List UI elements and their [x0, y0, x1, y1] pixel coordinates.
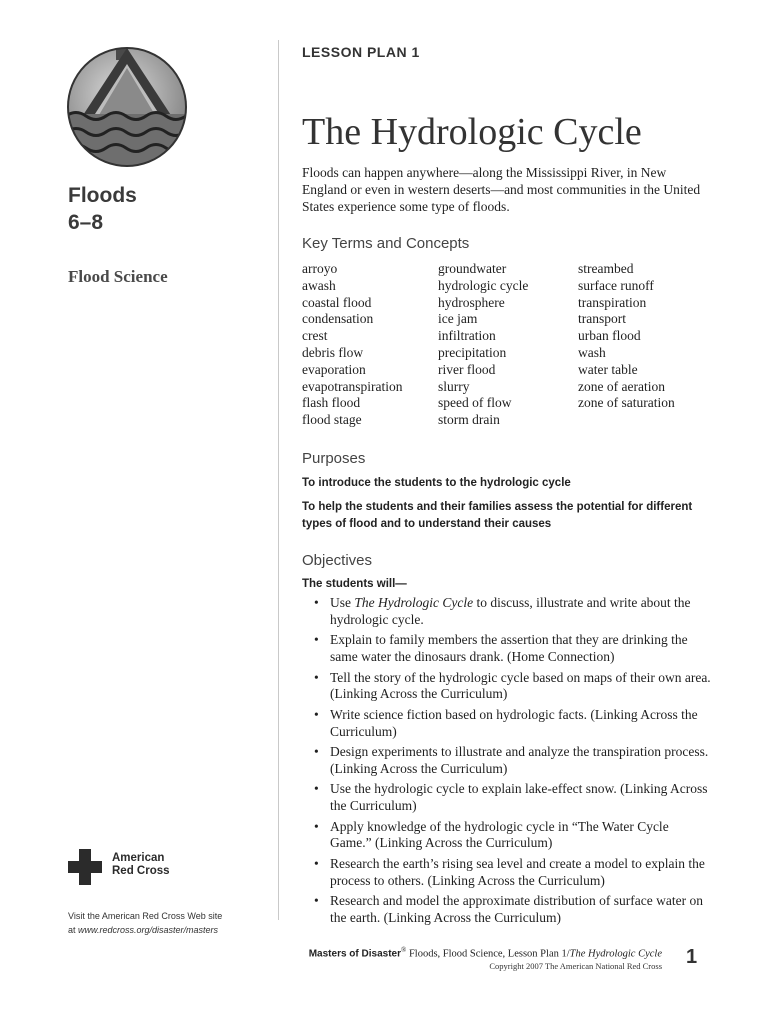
unit-title: Flood Science — [68, 267, 168, 286]
objective-item — [302, 744, 712, 778]
key-term: wash — [578, 344, 606, 360]
objectives-list — [302, 595, 712, 931]
website-note-line-2 — [68, 923, 222, 937]
purpose-item: To introduce the students to the hydrologic cycle — [302, 477, 571, 489]
website-at: at — [68, 925, 79, 935]
key-terms-heading: Key Terms and Concepts — [302, 235, 470, 252]
website-url-link[interactable]: www.redcross.org/disaster/masters — [78, 925, 219, 935]
objective-item — [302, 819, 712, 853]
key-term: urban flood — [578, 328, 641, 344]
objective-text: Explain to family members the assertion that they are drinking the same water the dinosaurs drank. (Home Connection) — [330, 632, 688, 665]
key-term: flood stage — [302, 412, 362, 428]
column-divider — [278, 40, 279, 920]
objectives-heading: Objectives — [302, 552, 373, 569]
key-term: debris flow — [302, 344, 364, 360]
bullet: • — [314, 855, 319, 871]
page-footer — [300, 946, 662, 971]
objectives-lead: The students will— — [302, 578, 407, 590]
objective-text: Write science fiction based on hydrologic facts. (Linking Across the Curriculum) — [330, 706, 698, 739]
objective-text: Use the hydrologic cycle to explain lake-effect snow. (Linking Across the Curriculum) — [330, 781, 708, 814]
key-term: arroyo — [302, 261, 338, 276]
bullet: • — [314, 893, 319, 909]
objective-item — [302, 893, 712, 927]
bullet: • — [314, 818, 319, 834]
footer-series: Floods, Flood Science, Lesson Plan 1/ — [406, 948, 570, 960]
objective-text: Research the earth’s rising sea level and create a model to explain the process to others. (Linking Across the Curriculum) — [330, 855, 705, 888]
logo-line-2: Red Cross — [112, 865, 170, 877]
key-terms-grid — [302, 261, 722, 429]
key-terms-column-3 — [578, 261, 718, 429]
objective-item — [302, 781, 712, 815]
key-term: river flood — [438, 361, 496, 377]
key-term: streambed — [578, 261, 634, 276]
page-title: The Hydrologic Cycle — [302, 111, 642, 153]
footer-copyright: Copyright 2007 The American National Red Cross — [489, 960, 662, 971]
objective-item — [302, 595, 712, 629]
key-term: ice jam — [438, 311, 478, 327]
bullet: • — [314, 781, 319, 797]
key-term: speed of flow — [438, 395, 512, 411]
footer-reg-mark: ® — [400, 946, 407, 954]
key-term: precipitation — [438, 344, 507, 360]
objective-text-post: to discuss, illustrate and write about the hydrologic cycle. — [330, 595, 691, 627]
key-terms-column-1 — [302, 261, 438, 429]
objective-text: Tell the story of the hydrologic cycle based on maps of their own area. (Linking Across the Curriculum) — [330, 669, 711, 702]
key-term: flash flood — [302, 395, 361, 411]
key-term: hydrologic cycle — [438, 277, 529, 293]
footer-lesson-title: The Hydrologic Cycle — [569, 948, 662, 960]
website-note — [68, 909, 222, 937]
bullet: • — [314, 669, 319, 685]
objective-text-italic: The Hydrologic Cycle — [354, 595, 474, 610]
key-term: slurry — [438, 378, 470, 394]
objective-text: Apply knowledge of the hydrologic cycle in “The Water Cycle Game.” (Linking Across the Curriculum) — [330, 818, 669, 851]
logo-line-1: American — [112, 852, 165, 864]
flood-house-emblem-icon — [66, 46, 188, 168]
grade-range: 6–8 — [68, 211, 104, 234]
subject-title: Floods — [68, 184, 137, 207]
purpose-item: To help the students and their families assess the potential for different types of flood and to understand their causes — [302, 501, 693, 530]
red-cross-icon — [68, 849, 102, 885]
objective-text-pre: Use — [330, 595, 355, 610]
intro-paragraph: Floods can happen anywhere—along the Mississippi River, in New England or even in western deserts—and most communities in the United States experience some type of floods. — [302, 165, 701, 214]
footer-citation — [300, 946, 662, 960]
key-term: water table — [578, 361, 638, 377]
key-term: storm drain — [438, 412, 500, 428]
page-number: 1 — [686, 946, 698, 968]
key-term: evapotranspiration — [302, 378, 403, 394]
key-term: crest — [302, 328, 328, 344]
bullet: • — [314, 595, 319, 610]
objective-text: Design experiments to illustrate and analyze the transpiration process. (Linking Across the Curriculum) — [330, 744, 709, 776]
red-cross-logo-text — [112, 852, 170, 878]
bullet: • — [314, 744, 319, 760]
key-term: transpiration — [578, 294, 647, 310]
website-note-line-1: Visit the American Red Cross Web site — [68, 911, 223, 921]
bullet: • — [314, 632, 319, 648]
key-term: hydrosphere — [438, 294, 505, 310]
lesson-label: LESSON PLAN 1 — [302, 44, 420, 60]
key-term: evaporation — [302, 361, 366, 377]
footer-brand: Masters of Disaster — [308, 948, 401, 960]
key-term: transport — [578, 311, 626, 327]
key-term: zone of saturation — [578, 395, 675, 411]
objective-item — [302, 670, 712, 704]
objective-text: Research and model the approximate distribution of surface water on the earth. (Linking Across the Curriculum) — [330, 893, 703, 926]
objective-item — [302, 856, 712, 890]
key-term: zone of aeration — [578, 378, 665, 394]
bullet: • — [314, 706, 319, 722]
key-terms-column-2 — [438, 261, 578, 429]
objective-item — [302, 632, 712, 666]
key-term: awash — [302, 277, 336, 293]
purposes-heading: Purposes — [302, 450, 366, 467]
key-term: surface runoff — [578, 277, 654, 293]
objective-item — [302, 707, 712, 741]
key-term: condensation — [302, 311, 374, 327]
key-term: coastal flood — [302, 294, 372, 310]
key-term: infiltration — [438, 328, 496, 344]
key-term: groundwater — [438, 261, 507, 276]
